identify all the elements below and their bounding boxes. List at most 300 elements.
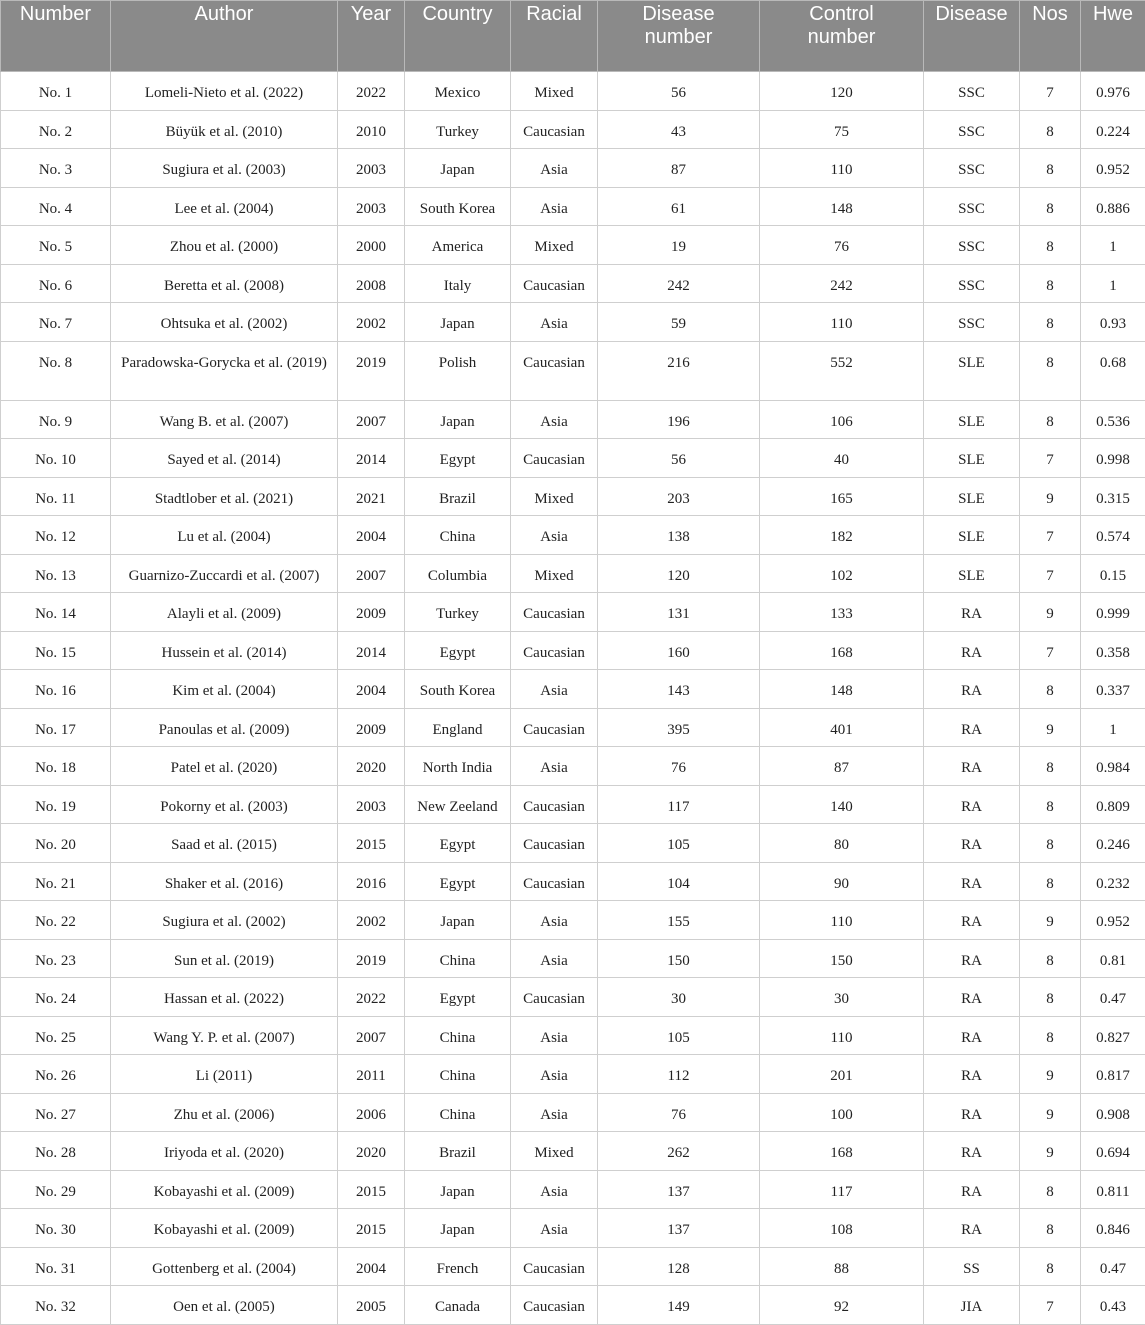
cell-disease: RA xyxy=(924,901,1020,940)
cell-disease-number: 105 xyxy=(598,824,760,863)
cell-disease-number: 149 xyxy=(598,1286,760,1325)
cell-disease: RA xyxy=(924,670,1020,709)
cell-disease: SLE xyxy=(924,400,1020,439)
cell-year: 2002 xyxy=(338,901,405,940)
table-row xyxy=(1,187,1145,226)
cell-nos: 7 xyxy=(1020,72,1081,111)
cell-hwe: 0.232 xyxy=(1081,862,1145,901)
table-row xyxy=(1,303,1145,342)
table-row xyxy=(1,226,1145,265)
cell-year: 2007 xyxy=(338,1016,405,1055)
cell-hwe: 1 xyxy=(1081,226,1145,265)
cell-country: Egypt xyxy=(405,631,511,670)
cell-country: French xyxy=(405,1247,511,1286)
cell-number: No. 30 xyxy=(1,1209,111,1248)
cell-disease-number: 104 xyxy=(598,862,760,901)
cell-year: 2009 xyxy=(338,593,405,632)
cell-author: Shaker et al. (2016) xyxy=(111,862,338,901)
cell-hwe: 0.358 xyxy=(1081,631,1145,670)
cell-control-number: 87 xyxy=(760,747,924,786)
cell-racial: Caucasian xyxy=(511,341,598,400)
cell-control-number: 182 xyxy=(760,516,924,555)
cell-year: 2006 xyxy=(338,1093,405,1132)
cell-number: No. 18 xyxy=(1,747,111,786)
cell-control-number: 110 xyxy=(760,303,924,342)
cell-year: 2022 xyxy=(338,978,405,1017)
cell-author: Pokorny et al. (2003) xyxy=(111,785,338,824)
column-header-label: Control number xyxy=(764,3,919,49)
cell-racial: Asia xyxy=(511,939,598,978)
table-row xyxy=(1,264,1145,303)
cell-disease: RA xyxy=(924,1016,1020,1055)
cell-disease-number: 56 xyxy=(598,439,760,478)
cell-author: Panoulas et al. (2009) xyxy=(111,708,338,747)
cell-hwe: 0.536 xyxy=(1081,400,1145,439)
cell-number: No. 32 xyxy=(1,1286,111,1325)
cell-nos: 8 xyxy=(1020,939,1081,978)
cell-hwe: 0.952 xyxy=(1081,901,1145,940)
cell-racial: Asia xyxy=(511,187,598,226)
cell-year: 2007 xyxy=(338,554,405,593)
cell-racial: Asia xyxy=(511,1093,598,1132)
cell-year: 2003 xyxy=(338,149,405,188)
cell-hwe: 0.68 xyxy=(1081,341,1145,400)
cell-disease-number: 262 xyxy=(598,1132,760,1171)
cell-control-number: 102 xyxy=(760,554,924,593)
cell-hwe: 1 xyxy=(1081,708,1145,747)
cell-disease-number: 56 xyxy=(598,72,760,111)
cell-number: No. 8 xyxy=(1,341,111,400)
cell-control-number: 75 xyxy=(760,110,924,149)
cell-disease-number: 105 xyxy=(598,1016,760,1055)
cell-racial: Caucasian xyxy=(511,862,598,901)
cell-disease: SSC xyxy=(924,149,1020,188)
cell-racial: Caucasian xyxy=(511,708,598,747)
cell-disease-number: 155 xyxy=(598,901,760,940)
cell-nos: 7 xyxy=(1020,1286,1081,1325)
cell-disease: SSC xyxy=(924,264,1020,303)
cell-hwe: 0.809 xyxy=(1081,785,1145,824)
cell-control-number: 40 xyxy=(760,439,924,478)
cell-country: Brazil xyxy=(405,1132,511,1171)
cell-year: 2015 xyxy=(338,1170,405,1209)
cell-nos: 7 xyxy=(1020,554,1081,593)
cell-year: 2014 xyxy=(338,631,405,670)
cell-disease: RA xyxy=(924,747,1020,786)
cell-year: 2007 xyxy=(338,400,405,439)
cell-disease: JIA xyxy=(924,1286,1020,1325)
cell-author: Hussein et al. (2014) xyxy=(111,631,338,670)
cell-country: China xyxy=(405,1093,511,1132)
cell-country: China xyxy=(405,1055,511,1094)
table-row xyxy=(1,901,1145,940)
cell-racial: Asia xyxy=(511,1016,598,1055)
cell-year: 2010 xyxy=(338,110,405,149)
cell-nos: 8 xyxy=(1020,1247,1081,1286)
cell-number: No. 5 xyxy=(1,226,111,265)
cell-disease-number: 395 xyxy=(598,708,760,747)
cell-disease: RA xyxy=(924,1209,1020,1248)
cell-control-number: 168 xyxy=(760,1132,924,1171)
cell-disease: SLE xyxy=(924,477,1020,516)
table-row xyxy=(1,708,1145,747)
cell-disease-number: 216 xyxy=(598,341,760,400)
cell-country: Egypt xyxy=(405,862,511,901)
cell-disease: RA xyxy=(924,593,1020,632)
cell-control-number: 110 xyxy=(760,1016,924,1055)
cell-number: No. 12 xyxy=(1,516,111,555)
cell-number: No. 6 xyxy=(1,264,111,303)
cell-nos: 9 xyxy=(1020,708,1081,747)
column-header-label: Nos xyxy=(1024,3,1076,26)
table-row xyxy=(1,1286,1145,1325)
cell-hwe: 0.817 xyxy=(1081,1055,1145,1094)
cell-disease-number: 120 xyxy=(598,554,760,593)
cell-country: China xyxy=(405,939,511,978)
cell-author: Saad et al. (2015) xyxy=(111,824,338,863)
cell-control-number: 88 xyxy=(760,1247,924,1286)
cell-hwe: 0.976 xyxy=(1081,72,1145,111)
cell-author: Patel et al. (2020) xyxy=(111,747,338,786)
cell-control-number: 201 xyxy=(760,1055,924,1094)
cell-nos: 8 xyxy=(1020,862,1081,901)
cell-disease: SSC xyxy=(924,303,1020,342)
cell-number: No. 7 xyxy=(1,303,111,342)
cell-disease: RA xyxy=(924,708,1020,747)
cell-number: No. 4 xyxy=(1,187,111,226)
cell-disease-number: 143 xyxy=(598,670,760,709)
cell-racial: Asia xyxy=(511,303,598,342)
cell-author: Zhou et al. (2000) xyxy=(111,226,338,265)
cell-country: Egypt xyxy=(405,439,511,478)
cell-racial: Caucasian xyxy=(511,439,598,478)
cell-author: Lu et al. (2004) xyxy=(111,516,338,555)
cell-control-number: 133 xyxy=(760,593,924,632)
cell-year: 2000 xyxy=(338,226,405,265)
cell-country: South Korea xyxy=(405,670,511,709)
table-row xyxy=(1,1209,1145,1248)
table-row xyxy=(1,1055,1145,1094)
cell-author: Wang B. et al. (2007) xyxy=(111,400,338,439)
cell-year: 2015 xyxy=(338,1209,405,1248)
table-row xyxy=(1,862,1145,901)
cell-country: North India xyxy=(405,747,511,786)
column-header-year xyxy=(338,1,405,72)
cell-year: 2004 xyxy=(338,516,405,555)
cell-disease: RA xyxy=(924,631,1020,670)
cell-nos: 8 xyxy=(1020,1170,1081,1209)
cell-number: No. 10 xyxy=(1,439,111,478)
cell-country: Egypt xyxy=(405,824,511,863)
cell-disease: RA xyxy=(924,1170,1020,1209)
column-header-label: Hwe xyxy=(1085,3,1141,26)
column-header-label: Disease number xyxy=(602,3,755,49)
cell-control-number: 148 xyxy=(760,187,924,226)
cell-country: New Zeeland xyxy=(405,785,511,824)
column-header-label: Number xyxy=(5,3,106,26)
cell-nos: 8 xyxy=(1020,400,1081,439)
cell-disease-number: 137 xyxy=(598,1170,760,1209)
cell-year: 2021 xyxy=(338,477,405,516)
cell-number: No. 23 xyxy=(1,939,111,978)
cell-country: Japan xyxy=(405,901,511,940)
cell-author: Kim et al. (2004) xyxy=(111,670,338,709)
cell-racial: Caucasian xyxy=(511,978,598,1017)
cell-disease-number: 61 xyxy=(598,187,760,226)
cell-number: No. 16 xyxy=(1,670,111,709)
cell-racial: Asia xyxy=(511,901,598,940)
cell-author: Hassan et al. (2022) xyxy=(111,978,338,1017)
cell-racial: Mixed xyxy=(511,477,598,516)
table-row xyxy=(1,939,1145,978)
cell-disease-number: 43 xyxy=(598,110,760,149)
table-row xyxy=(1,439,1145,478)
cell-author: Gottenberg et al. (2004) xyxy=(111,1247,338,1286)
cell-number: No. 25 xyxy=(1,1016,111,1055)
cell-nos: 8 xyxy=(1020,785,1081,824)
cell-racial: Caucasian xyxy=(511,1286,598,1325)
cell-control-number: 401 xyxy=(760,708,924,747)
cell-number: No. 31 xyxy=(1,1247,111,1286)
cell-disease: RA xyxy=(924,978,1020,1017)
cell-country: Turkey xyxy=(405,110,511,149)
cell-author: Guarnizo-Zuccardi et al. (2007) xyxy=(111,554,338,593)
cell-hwe: 0.886 xyxy=(1081,187,1145,226)
cell-hwe: 0.999 xyxy=(1081,593,1145,632)
cell-country: Brazil xyxy=(405,477,511,516)
cell-racial: Asia xyxy=(511,400,598,439)
cell-disease: RA xyxy=(924,1132,1020,1171)
cell-disease-number: 203 xyxy=(598,477,760,516)
cell-disease: RA xyxy=(924,862,1020,901)
column-header-disease-number xyxy=(598,1,760,72)
table-row xyxy=(1,747,1145,786)
cell-nos: 7 xyxy=(1020,516,1081,555)
cell-number: No. 29 xyxy=(1,1170,111,1209)
cell-nos: 8 xyxy=(1020,264,1081,303)
cell-disease-number: 242 xyxy=(598,264,760,303)
cell-control-number: 120 xyxy=(760,72,924,111)
cell-number: No. 15 xyxy=(1,631,111,670)
cell-hwe: 0.224 xyxy=(1081,110,1145,149)
cell-control-number: 148 xyxy=(760,670,924,709)
table-row xyxy=(1,516,1145,555)
cell-country: Japan xyxy=(405,303,511,342)
column-header-racial xyxy=(511,1,598,72)
cell-country: Italy xyxy=(405,264,511,303)
cell-number: No. 13 xyxy=(1,554,111,593)
table-row xyxy=(1,1132,1145,1171)
cell-hwe: 0.908 xyxy=(1081,1093,1145,1132)
cell-control-number: 110 xyxy=(760,149,924,188)
cell-author: Büyük et al. (2010) xyxy=(111,110,338,149)
cell-nos: 9 xyxy=(1020,1093,1081,1132)
cell-country: Japan xyxy=(405,400,511,439)
cell-country: China xyxy=(405,516,511,555)
table-row xyxy=(1,593,1145,632)
cell-author: Alayli et al. (2009) xyxy=(111,593,338,632)
cell-control-number: 117 xyxy=(760,1170,924,1209)
cell-racial: Asia xyxy=(511,1209,598,1248)
cell-hwe: 0.952 xyxy=(1081,149,1145,188)
table-row xyxy=(1,72,1145,111)
cell-disease-number: 138 xyxy=(598,516,760,555)
column-header-country xyxy=(405,1,511,72)
table-row xyxy=(1,785,1145,824)
table-row xyxy=(1,1170,1145,1209)
table-row xyxy=(1,554,1145,593)
cell-disease: SSC xyxy=(924,110,1020,149)
cell-disease-number: 19 xyxy=(598,226,760,265)
cell-racial: Caucasian xyxy=(511,1247,598,1286)
table-row xyxy=(1,110,1145,149)
cell-disease: SSC xyxy=(924,226,1020,265)
cell-disease: RA xyxy=(924,1093,1020,1132)
column-header-label: Country xyxy=(409,3,506,26)
cell-year: 2003 xyxy=(338,785,405,824)
cell-number: No. 11 xyxy=(1,477,111,516)
cell-number: No. 2 xyxy=(1,110,111,149)
cell-control-number: 100 xyxy=(760,1093,924,1132)
table-row xyxy=(1,400,1145,439)
cell-disease-number: 59 xyxy=(598,303,760,342)
cell-nos: 8 xyxy=(1020,341,1081,400)
cell-hwe: 0.15 xyxy=(1081,554,1145,593)
cell-racial: Asia xyxy=(511,1170,598,1209)
cell-hwe: 0.984 xyxy=(1081,747,1145,786)
cell-disease-number: 76 xyxy=(598,747,760,786)
table-row xyxy=(1,631,1145,670)
cell-author: Lee et al. (2004) xyxy=(111,187,338,226)
cell-disease: SLE xyxy=(924,516,1020,555)
cell-racial: Mixed xyxy=(511,226,598,265)
cell-nos: 8 xyxy=(1020,187,1081,226)
cell-disease-number: 137 xyxy=(598,1209,760,1248)
cell-author: Sun et al. (2019) xyxy=(111,939,338,978)
cell-year: 2003 xyxy=(338,187,405,226)
cell-nos: 9 xyxy=(1020,901,1081,940)
cell-disease-number: 87 xyxy=(598,149,760,188)
cell-racial: Mixed xyxy=(511,1132,598,1171)
cell-racial: Caucasian xyxy=(511,110,598,149)
cell-country: Japan xyxy=(405,149,511,188)
cell-year: 2020 xyxy=(338,1132,405,1171)
table-body xyxy=(1,72,1145,1325)
cell-racial: Asia xyxy=(511,1055,598,1094)
column-header-label: Racial xyxy=(515,3,593,26)
cell-author: Li (2011) xyxy=(111,1055,338,1094)
cell-year: 2004 xyxy=(338,1247,405,1286)
cell-nos: 8 xyxy=(1020,226,1081,265)
cell-nos: 8 xyxy=(1020,1209,1081,1248)
cell-number: No. 1 xyxy=(1,72,111,111)
cell-number: No. 21 xyxy=(1,862,111,901)
cell-nos: 9 xyxy=(1020,477,1081,516)
cell-number: No. 3 xyxy=(1,149,111,188)
cell-racial: Caucasian xyxy=(511,593,598,632)
cell-number: No. 14 xyxy=(1,593,111,632)
cell-country: England xyxy=(405,708,511,747)
cell-control-number: 90 xyxy=(760,862,924,901)
cell-number: No. 28 xyxy=(1,1132,111,1171)
column-header-label: Year xyxy=(342,3,400,26)
cell-year: 2016 xyxy=(338,862,405,901)
cell-control-number: 140 xyxy=(760,785,924,824)
cell-racial: Asia xyxy=(511,149,598,188)
column-header-disease xyxy=(924,1,1020,72)
table-row xyxy=(1,978,1145,1017)
cell-country: South Korea xyxy=(405,187,511,226)
cell-racial: Asia xyxy=(511,670,598,709)
cell-disease-number: 131 xyxy=(598,593,760,632)
cell-racial: Mixed xyxy=(511,72,598,111)
cell-disease: RA xyxy=(924,1055,1020,1094)
table-row xyxy=(1,1093,1145,1132)
cell-disease: RA xyxy=(924,785,1020,824)
cell-country: Canada xyxy=(405,1286,511,1325)
cell-hwe: 0.81 xyxy=(1081,939,1145,978)
table-row xyxy=(1,149,1145,188)
cell-nos: 8 xyxy=(1020,978,1081,1017)
cell-country: Japan xyxy=(405,1209,511,1248)
column-header-author xyxy=(111,1,338,72)
cell-year: 2015 xyxy=(338,824,405,863)
cell-year: 2005 xyxy=(338,1286,405,1325)
cell-disease: SSC xyxy=(924,187,1020,226)
cell-control-number: 92 xyxy=(760,1286,924,1325)
cell-hwe: 0.827 xyxy=(1081,1016,1145,1055)
cell-country: America xyxy=(405,226,511,265)
cell-author: Kobayashi et al. (2009) xyxy=(111,1209,338,1248)
cell-nos: 9 xyxy=(1020,1055,1081,1094)
cell-disease-number: 30 xyxy=(598,978,760,1017)
column-header-nos xyxy=(1020,1,1081,72)
cell-control-number: 552 xyxy=(760,341,924,400)
table-header xyxy=(1,1,1145,72)
header-row xyxy=(1,1,1145,72)
cell-nos: 8 xyxy=(1020,110,1081,149)
cell-nos: 8 xyxy=(1020,824,1081,863)
cell-control-number: 165 xyxy=(760,477,924,516)
cell-number: No. 22 xyxy=(1,901,111,940)
cell-country: Columbia xyxy=(405,554,511,593)
cell-author: Sugiura et al. (2003) xyxy=(111,149,338,188)
cell-country: Turkey xyxy=(405,593,511,632)
cell-racial: Asia xyxy=(511,516,598,555)
column-header-number xyxy=(1,1,111,72)
cell-hwe: 0.47 xyxy=(1081,978,1145,1017)
cell-hwe: 0.811 xyxy=(1081,1170,1145,1209)
cell-hwe: 0.93 xyxy=(1081,303,1145,342)
cell-country: Japan xyxy=(405,1170,511,1209)
cell-nos: 8 xyxy=(1020,303,1081,342)
cell-disease: RA xyxy=(924,824,1020,863)
cell-number: No. 26 xyxy=(1,1055,111,1094)
cell-disease-number: 76 xyxy=(598,1093,760,1132)
cell-hwe: 0.47 xyxy=(1081,1247,1145,1286)
cell-disease: RA xyxy=(924,939,1020,978)
cell-nos: 8 xyxy=(1020,747,1081,786)
cell-hwe: 0.246 xyxy=(1081,824,1145,863)
cell-disease: SSC xyxy=(924,72,1020,111)
column-header-label: Disease xyxy=(928,3,1015,26)
cell-author: Paradowska-Gorycka et al. (2019) xyxy=(111,341,338,400)
table-row xyxy=(1,477,1145,516)
cell-control-number: 76 xyxy=(760,226,924,265)
cell-racial: Caucasian xyxy=(511,631,598,670)
cell-disease: SLE xyxy=(924,341,1020,400)
table-row xyxy=(1,670,1145,709)
